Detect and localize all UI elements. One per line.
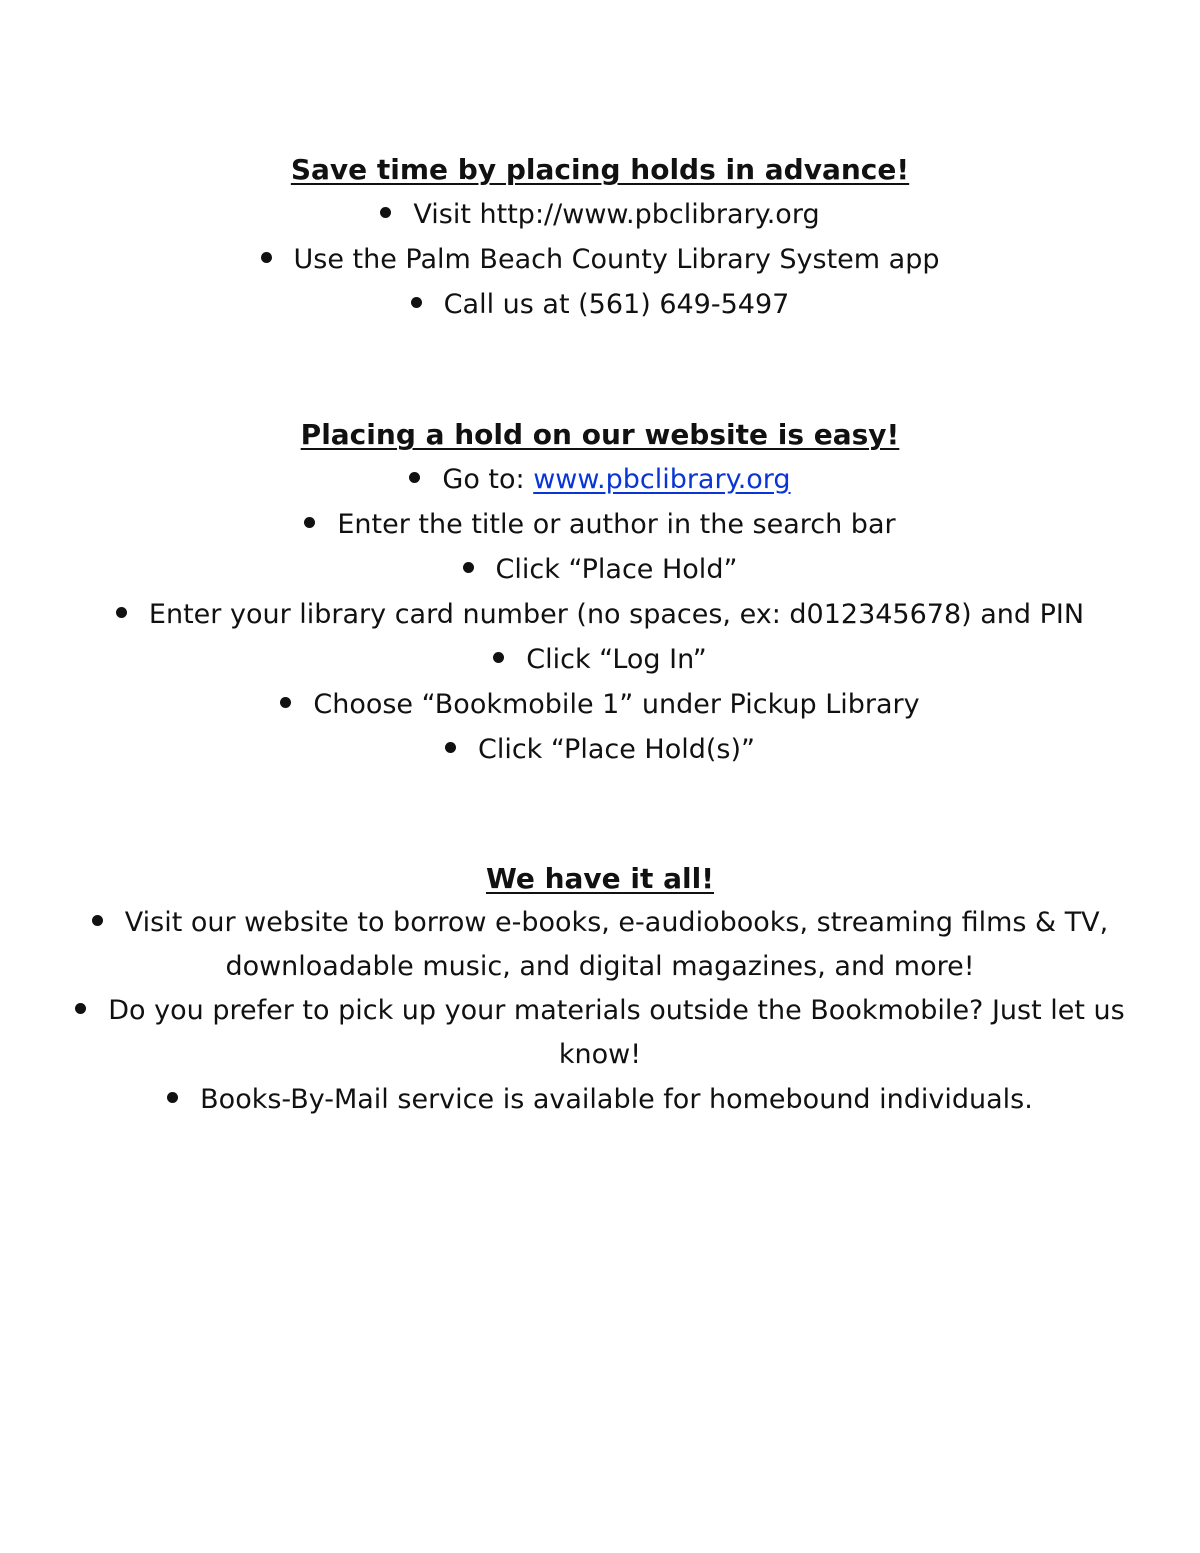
bullet-list-website (40, 457, 1160, 772)
list-item-text: Use the Palm Beach County Library System app (293, 244, 940, 275)
bullet-list-all (40, 901, 1160, 1122)
list-item (40, 237, 1160, 282)
list-item (40, 592, 1160, 637)
bullet-icon (116, 607, 127, 618)
library-website-link[interactable]: www.pbclibrary.org (533, 464, 791, 495)
list-item (40, 989, 1160, 1077)
bullet-icon (445, 742, 456, 753)
bullet-list-holds (40, 192, 1160, 327)
list-item-text: Click “Log In” (526, 644, 707, 675)
list-item-text: Click “Place Hold(s)” (477, 734, 756, 765)
bullet-icon (463, 562, 474, 573)
section-we-have-it-all (40, 857, 1160, 1122)
list-item (40, 637, 1160, 682)
bullet-icon (304, 517, 315, 528)
list-item-text: Enter the title or author in the search bar (337, 509, 896, 540)
list-item-text: Enter your library card number (no spaces, ex: d012345678) and PIN (148, 599, 1085, 630)
bullet-icon (409, 472, 420, 483)
bullet-icon (411, 297, 422, 308)
list-item (40, 282, 1160, 327)
list-item-text: Do you prefer to pick up your materials outside the Bookmobile? Just let us know! (108, 995, 1125, 1070)
list-item (40, 901, 1160, 989)
list-item-text: Call us at (561) 649-5497 (443, 289, 790, 320)
bullet-icon (167, 1092, 178, 1103)
bullet-icon (493, 652, 504, 663)
list-item-text: Visit our website to borrow e-books, e-audiobooks, streaming films & TV, downloadable music, and digital magazines, and more! (124, 907, 1109, 982)
list-item (40, 682, 1160, 727)
list-item (40, 457, 1160, 502)
list-item-text: Books-By-Mail service is available for homebound individuals. (200, 1084, 1033, 1115)
list-item-prefix: Go to: (442, 464, 534, 495)
bullet-icon (280, 697, 291, 708)
list-item (40, 192, 1160, 237)
list-item (40, 502, 1160, 547)
list-item (40, 727, 1160, 772)
list-item (40, 1077, 1160, 1122)
section-website-holds (40, 413, 1160, 772)
list-item-text: Choose “Bookmobile 1” under Pickup Library (313, 689, 920, 720)
list-item (40, 547, 1160, 592)
bullet-icon (261, 252, 272, 263)
bullet-icon (380, 207, 391, 218)
section-heading-holds: Save time by placing holds in advance! (290, 153, 910, 186)
bullet-icon (92, 915, 103, 926)
section-place-holds (40, 148, 1160, 327)
bullet-icon (75, 1003, 86, 1014)
list-item-text: Visit http://www.pbclibrary.org (413, 199, 820, 230)
section-heading-all: We have it all! (485, 862, 715, 895)
section-heading-website: Placing a hold on our website is easy! (300, 418, 900, 451)
list-item-text: Click “Place Hold” (495, 554, 738, 585)
